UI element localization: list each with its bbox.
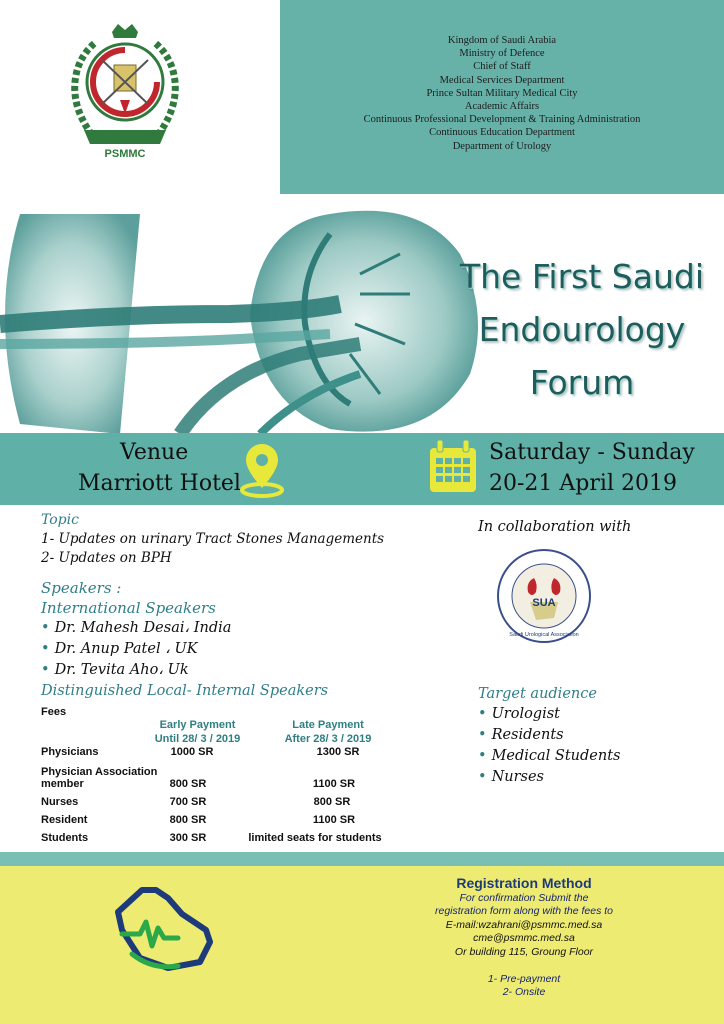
fee-late: limited seats for students (248, 832, 382, 844)
organization-lines (280, 34, 724, 153)
venue-label: Venue (120, 440, 189, 465)
org-line: Kingdom of Saudi Arabia (447, 35, 557, 46)
early-payment-deadline: Until 28/ 3 / 2019 (154, 733, 241, 745)
registration-line: registration form along with the fees to (434, 905, 613, 918)
speaker-item: • Dr. Tevita Aho، Uk (41, 662, 189, 678)
audience-item: • Medical Students (478, 748, 621, 764)
fee-early: 700 SR (169, 796, 207, 808)
audience-item: • Residents (478, 727, 564, 743)
registration-method: 1- Pre-payment (487, 973, 561, 986)
venue-name: Marriott Hotel (78, 471, 241, 496)
speaker-item: • Dr. Anup Patel ، UK (41, 641, 198, 657)
audience-item: • Nurses (478, 769, 544, 785)
early-payment-header: Early Payment (159, 719, 236, 731)
fee-category: Physicians (41, 746, 99, 758)
org-line: Prince Sultan Military Medical City (426, 87, 578, 99)
footer-stripe (0, 852, 724, 866)
speaker-name: Dr. Mahesh Desai، India (54, 620, 232, 636)
fee-early: 800 SR (169, 814, 207, 826)
psmmc-logo (62, 20, 188, 160)
event-title (440, 250, 724, 409)
audience-label: Nurses (491, 769, 544, 785)
registration-method: 2- Onsite (502, 986, 546, 999)
collaboration-heading: In collaboration with (478, 519, 632, 535)
title-line: Forum (529, 363, 635, 402)
fee-late: 1300 SR (316, 746, 360, 758)
audience-item: • Urologist (478, 706, 560, 722)
late-payment-header: Late Payment (292, 719, 364, 731)
registration-email: cme@psmmc.med.sa (473, 932, 575, 945)
international-speakers-heading: International Speakers (41, 599, 216, 617)
audience-heading: Target audience (478, 686, 597, 702)
saudi-map-ecg-icon (112, 884, 216, 976)
registration-email: E-mail:wzahrani@psmmc.med.sa (445, 918, 603, 931)
location-pin-icon (238, 444, 286, 498)
title-line: The First Saudi (459, 257, 704, 296)
registration-title: Registration Method (456, 875, 592, 891)
title-line: Endourology (478, 310, 686, 349)
fee-late: 800 SR (313, 796, 351, 808)
sua-logo-caption: Saudi Urological Association (509, 632, 579, 638)
org-line: Continuous Education Department (429, 127, 575, 139)
audience-label: Medical Students (491, 748, 621, 764)
audience-label: Urologist (491, 706, 560, 722)
org-line: Department of Urology (452, 140, 552, 152)
registration-location: Or building 115, Groung Floor (454, 945, 594, 958)
org-line: Medical Services Department (439, 74, 565, 86)
organization-panel (280, 0, 724, 194)
org-line: Academic Affairs (464, 101, 540, 113)
org-line: Ministry of Defence (459, 48, 545, 60)
audience-label: Residents (491, 727, 564, 743)
speaker-name: Dr. Tevita Aho، Uk (54, 662, 189, 678)
fee-category: member (41, 778, 84, 790)
fee-early: 800 SR (169, 778, 207, 790)
event-days: Saturday - Sunday (489, 440, 695, 465)
registration-line: For confirmation Submit the (459, 892, 589, 904)
fee-category: Resident (41, 814, 88, 826)
topic-item: 2- Updates on BPH (41, 550, 172, 566)
topic-item: 1- Updates on urinary Tract Stones Managements (41, 531, 385, 547)
sua-logo (496, 548, 592, 644)
speakers-heading: Speakers : (41, 579, 122, 597)
topic-heading: Topic (41, 512, 79, 528)
fee-early: 300 SR (169, 832, 207, 844)
speaker-name: Dr. Anup Patel ، UK (54, 641, 198, 657)
fee-early: 1000 SR (170, 746, 214, 758)
fee-category: Physician Association (41, 766, 158, 778)
sua-logo-text: SUA (532, 597, 556, 609)
registration-block (420, 874, 628, 1000)
fee-category: Nurses (41, 796, 79, 808)
calendar-icon (428, 440, 478, 494)
org-line: Continuous Professional Development & Training Administration (363, 114, 641, 126)
logo-text: PSMMC (104, 148, 146, 160)
org-line: Chief of Staff (473, 61, 531, 73)
fee-category: Students (41, 832, 89, 844)
speaker-item: • Dr. Mahesh Desai، India (41, 620, 232, 636)
fees-heading: Fees (41, 706, 67, 718)
local-speakers-heading: Distinguished Local- Internal Speakers (41, 683, 329, 699)
fee-late: 1100 SR (312, 814, 356, 826)
event-dates: 20-21 April 2019 (489, 471, 677, 496)
late-payment-deadline: After 28/ 3 / 2019 (284, 733, 372, 745)
fee-late: 1100 SR (312, 778, 356, 790)
